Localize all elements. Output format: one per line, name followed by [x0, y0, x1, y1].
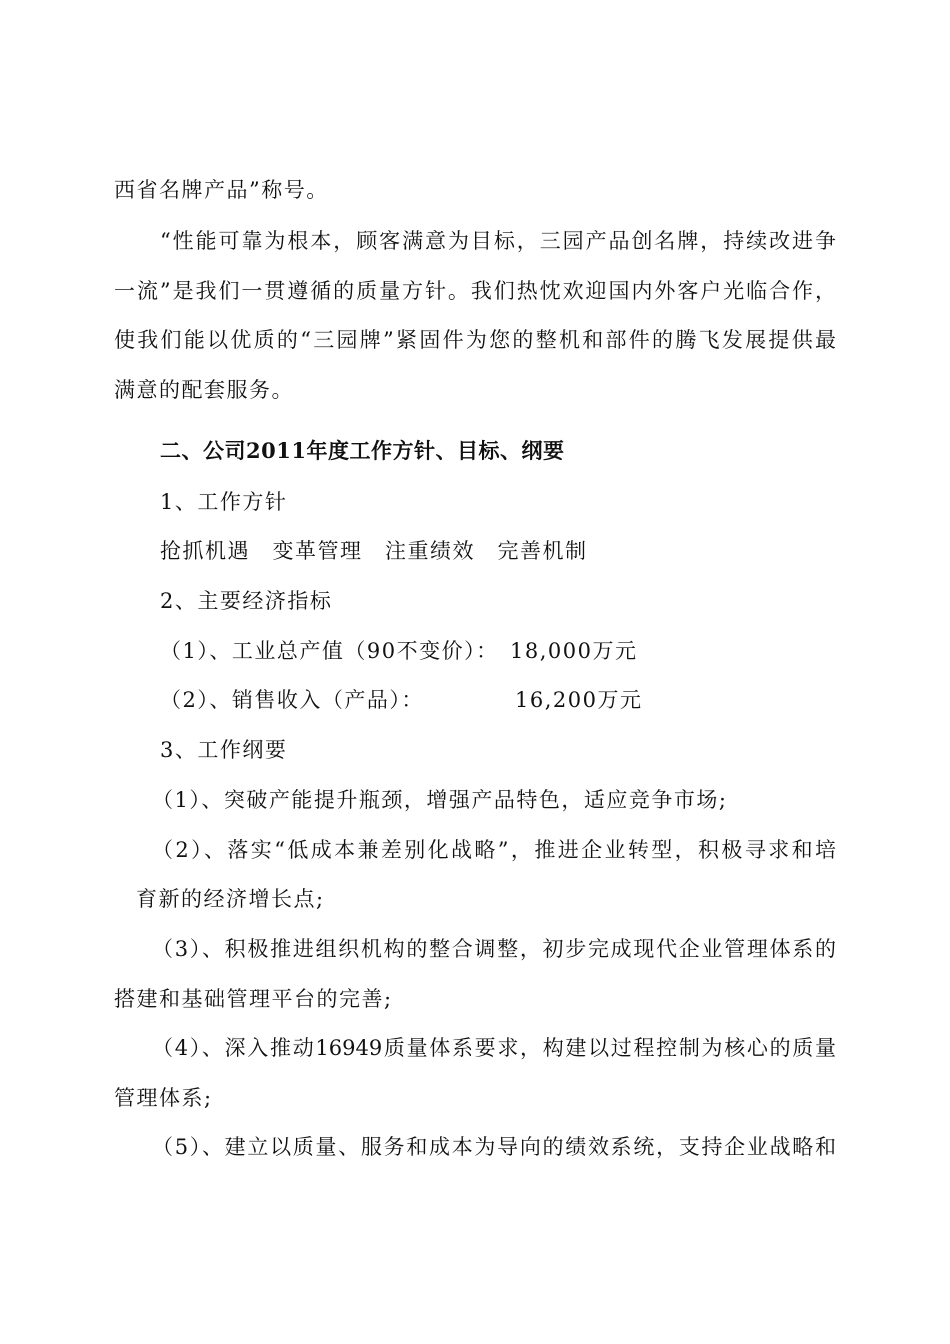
quality-policy-line-4: 满意的配套服务。: [114, 378, 294, 402]
quality-policy-line-3: 使我们能以优质的“三园牌”紧固件为您的整机和部件的腾飞发展提供最: [114, 328, 836, 352]
indicator-2-label: （2）、销售收入（产品）：: [160, 688, 424, 712]
outline-item-3-line-2: 搭建和基础管理平台的完善;: [114, 987, 393, 1011]
indicators-heading: 2、主要经济指标: [160, 589, 333, 613]
policy-heading: 1、工作方针: [160, 490, 288, 514]
outline-heading: 3、工作纲要: [160, 738, 288, 762]
outline-item-5-line-1: （5）、建立以质量、服务和成本为导向的绩效系统，支持企业战略和: [152, 1135, 836, 1159]
indicator-1-label: （1）、工业总产值（90不变价）：: [160, 639, 499, 663]
outline-item-2-line-2: 育新的经济增长点;: [136, 887, 325, 911]
outline-item-2-line-1: （2）、落实“低成本兼差别化战略”，推进企业转型，积极寻求和培: [152, 838, 836, 862]
outline-item-3-line-1: （3）、积极推进组织机构的整合调整，初步完成现代企业管理体系的: [152, 937, 836, 961]
outline-item-1: （1）、突破产能提升瓶颈，增强产品特色，适应竞争市场;: [152, 788, 728, 812]
indicator-1-value: 18,000万元: [510, 639, 638, 663]
quality-policy-line-2: 一流”是我们一贯遵循的质量方针。我们热忱欢迎国内外客户光临合作，: [114, 279, 836, 303]
outline-item-4-line-2: 管理体系;: [114, 1086, 213, 1110]
section-2-heading: 二、公司2011年度工作方针、目标、纲要: [160, 438, 565, 463]
intro-line-1: 西省名牌产品”称号。: [114, 178, 329, 202]
indicator-2-value: 16,200万元: [515, 688, 643, 712]
outline-item-4-line-1: （4）、深入推动16949质量体系要求，构建以过程控制为核心的质量: [152, 1036, 836, 1060]
quality-policy-line-1: “性能可靠为根本，顾客满意为目标，三园产品创名牌，持续改进争: [160, 229, 836, 253]
policy-text: 抢抓机遇 变革管理 注重绩效 完善机制: [160, 539, 588, 563]
